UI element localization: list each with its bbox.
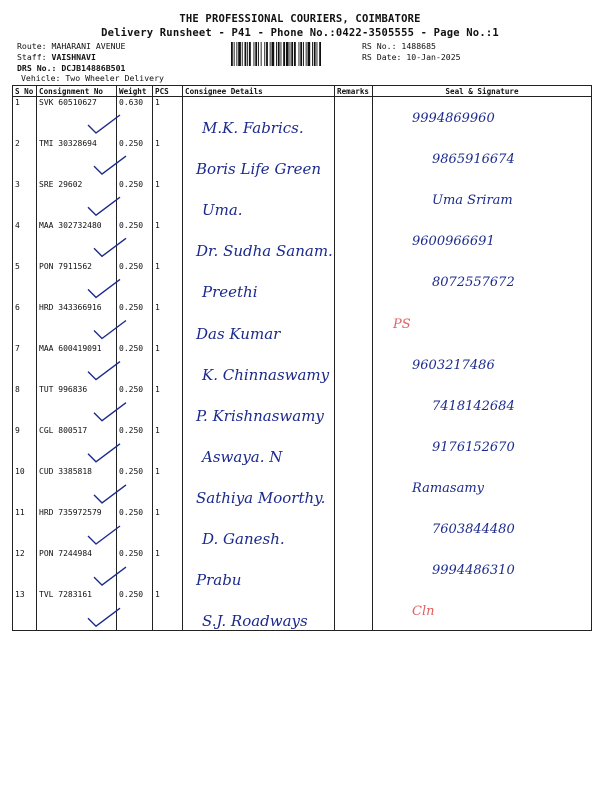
column-header: Remarks (335, 86, 373, 97)
remarks-cell (335, 507, 373, 548)
handwritten-consignee: Prabu (196, 571, 242, 590)
column-header: PCS (153, 86, 183, 97)
weight-cell: 0.250 (117, 548, 153, 589)
barcode-icon (231, 42, 355, 66)
remarks-cell (335, 589, 373, 631)
pieces-cell: 1 (153, 548, 183, 589)
pieces-cell: 1 (153, 220, 183, 261)
weight-cell: 0.250 (117, 261, 153, 302)
weight-cell: 0.250 (117, 466, 153, 507)
weight-cell: 0.250 (117, 507, 153, 548)
consignment-number-cell: HRD 735972579 (37, 507, 117, 548)
remarks-cell (335, 548, 373, 589)
serial-number-cell: 3 (13, 179, 37, 220)
pieces-cell: 1 (153, 261, 183, 302)
handwritten-consignee: Aswaya. N (202, 447, 283, 466)
handwritten-signature: 7418142684 (432, 398, 515, 414)
serial-number-cell: 10 (13, 466, 37, 507)
serial-number-cell: 2 (13, 138, 37, 179)
document-title: THE PROFESSIONAL COURIERS, COIMBATORE (179, 13, 421, 25)
handwritten-consignee: P. Krishnaswamy (196, 406, 324, 425)
weight-cell: 0.250 (117, 425, 153, 466)
handwritten-consignee: Preethi (202, 283, 258, 302)
handwritten-signature: 9865916674 (432, 152, 515, 168)
consignment-number-cell: PON 7244984 (37, 548, 117, 589)
pieces-cell: 1 (153, 466, 183, 507)
serial-number-cell: 1 (13, 97, 37, 139)
consignment-number-cell: SVK 60510627 (37, 97, 117, 139)
remarks-cell (335, 138, 373, 179)
handwritten-consignee: M.K. Fabrics. (202, 119, 304, 137)
remarks-cell (335, 261, 373, 302)
handwritten-signature: 9600966691 (412, 234, 495, 250)
serial-number-cell: 11 (13, 507, 37, 548)
handwritten-signature: 8072557672 (432, 275, 515, 291)
pieces-cell: 1 (153, 589, 183, 631)
handwritten-signature: Ramasamy (412, 480, 485, 496)
pieces-cell: 1 (153, 343, 183, 384)
remarks-cell (335, 302, 373, 343)
weight-cell: 0.250 (117, 179, 153, 220)
handwritten-signature: 9994869960 (412, 111, 495, 126)
consignment-number-cell: CGL 800517 (37, 425, 117, 466)
handwritten-signature: Uma Sriram (432, 193, 513, 209)
column-header: Consignment No (37, 86, 117, 97)
weight-cell: 0.250 (117, 589, 153, 631)
pieces-cell: 1 (153, 425, 183, 466)
table-row (13, 302, 592, 343)
pieces-cell: 1 (153, 97, 183, 139)
serial-number-cell: 4 (13, 220, 37, 261)
handwritten-consignee: Boris Life Green (196, 160, 322, 179)
column-header: Seal & Signature (373, 86, 592, 97)
serial-number-cell: 13 (13, 589, 37, 631)
handwritten-consignee: K. Chinnaswamy (202, 365, 330, 384)
staff-line (17, 52, 96, 62)
serial-number-cell: 6 (13, 302, 37, 343)
pieces-cell: 1 (153, 384, 183, 425)
serial-number-cell: 8 (13, 384, 37, 425)
weight-cell: 0.250 (117, 220, 153, 261)
weight-cell: 0.250 (117, 343, 153, 384)
rs-number: RS No.: 1488685 (362, 41, 436, 51)
remarks-cell (335, 425, 373, 466)
consignment-number-cell: PON 7911562 (37, 261, 117, 302)
pieces-cell: 1 (153, 138, 183, 179)
consignment-number-cell: MAA 600419091 (37, 343, 117, 384)
weight-cell: 0.250 (117, 302, 153, 343)
signature-cell (373, 589, 592, 631)
handwritten-signature: Cln (412, 604, 435, 620)
handwritten-signature: 9603217486 (412, 357, 495, 373)
handwritten-signature: 7603844480 (432, 522, 515, 537)
document-subtitle: Delivery Runsheet - P41 - Phone No.:0422-3505555 - Page No.:1 (101, 27, 499, 39)
staff-name: VAISHNAVI (51, 52, 96, 62)
remarks-cell (335, 97, 373, 139)
column-header: Consignee Details (183, 86, 335, 97)
handwritten-consignee: Sathiya Moorthy. (196, 488, 326, 507)
route-label: Route: MAHARANI AVENUE (17, 41, 126, 51)
table-header-row (13, 86, 592, 97)
remarks-cell (335, 179, 373, 220)
vehicle-type: Vehicle: Two Wheeler Delivery (21, 73, 164, 83)
consignment-number-cell: CUD 3385818 (37, 466, 117, 507)
handwritten-consignee: Dr. Sudha Sanam. (196, 242, 333, 261)
consignment-number-cell: SRE 29602 (37, 179, 117, 220)
consignment-number-cell: MAA 302732480 (37, 220, 117, 261)
remarks-cell (335, 220, 373, 261)
weight-cell: 0.250 (117, 384, 153, 425)
handwritten-signature: 9994486310 (432, 563, 515, 579)
handwritten-signature: PS (393, 316, 411, 332)
consignment-number-cell: TUT 996836 (37, 384, 117, 425)
weight-cell: 0.250 (117, 138, 153, 179)
remarks-cell (335, 466, 373, 507)
handwritten-consignee: Uma. (202, 201, 243, 220)
handwritten-consignee: D. Ganesh. (202, 530, 285, 548)
staff-label: Staff: (17, 52, 52, 62)
consignment-number-cell: TMI 30328694 (37, 138, 117, 179)
drs-number: DRS No.: DCJB14886B501 (17, 63, 126, 73)
serial-number-cell: 5 (13, 261, 37, 302)
pieces-cell: 1 (153, 507, 183, 548)
pieces-cell: 1 (153, 302, 183, 343)
weight-cell: 0.630 (117, 97, 153, 139)
handwritten-consignee: Das Kumar (196, 324, 281, 343)
pieces-cell: 1 (153, 179, 183, 220)
column-header: Weight (117, 86, 153, 97)
handwritten-signature: 9176152670 (432, 439, 515, 455)
consignment-number-cell: TVL 7283161 (37, 589, 117, 631)
serial-number-cell: 9 (13, 425, 37, 466)
column-header: S No (13, 86, 37, 97)
consignment-number-cell: HRD 343366916 (37, 302, 117, 343)
rs-date: RS Date: 10-Jan-2025 (362, 52, 461, 62)
remarks-cell (335, 343, 373, 384)
serial-number-cell: 7 (13, 343, 37, 384)
remarks-cell (335, 384, 373, 425)
handwritten-consignee: S.J. Roadways (202, 612, 308, 631)
serial-number-cell: 12 (13, 548, 37, 589)
